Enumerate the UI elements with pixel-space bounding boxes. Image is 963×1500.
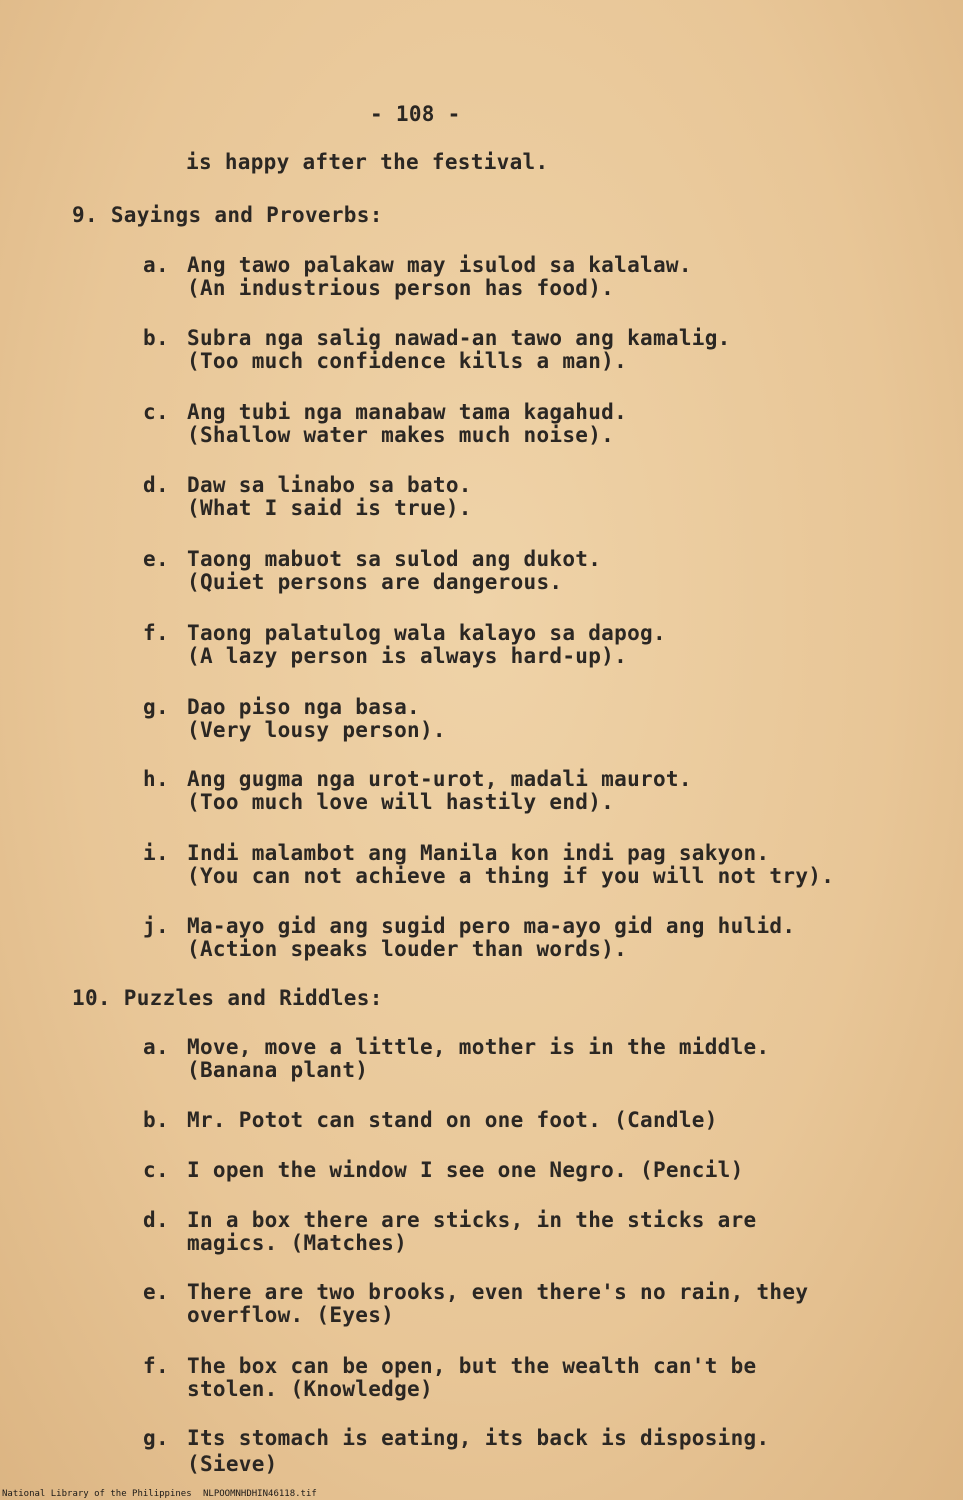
list-item-label: j. — [143, 914, 169, 938]
proverb-translation: (You can not achieve a thing if you will not try). — [187, 864, 835, 888]
proverb-translation: (Quiet persons are dangerous. — [187, 570, 563, 594]
riddle-text: Mr. Potot can stand on one foot. (Candle) — [187, 1108, 718, 1132]
riddle-text: magics. (Matches) — [187, 1231, 408, 1255]
list-item-label: f. — [143, 621, 169, 645]
list-item-label: a. — [143, 1035, 169, 1059]
proverb-translation: (Very lousy person). — [187, 718, 446, 742]
proverb-text: Daw sa linabo sa bato. — [187, 473, 472, 497]
proverb-text: Subra nga salig nawad-an tawo ang kamalig. — [187, 326, 731, 350]
riddle-text: Its stomach is eating, its back is disposing. — [187, 1426, 770, 1450]
riddle-text: In a box there are sticks, in the sticks are — [187, 1208, 757, 1232]
list-item-label: b. — [143, 326, 169, 350]
proverb-text: Ang tubi nga manabaw tama kagahud. — [187, 400, 628, 424]
proverb-text: Ang gugma nga urot-urot, madali maurot. — [187, 767, 692, 791]
proverb-text: Ang tawo palakaw may isulod sa kalalaw. — [187, 253, 692, 277]
riddle-text: There are two brooks, even there's no rain, they — [187, 1280, 809, 1304]
proverb-text: Taong palatulog wala kalayo sa dapog. — [187, 621, 666, 645]
list-item-label: f. — [143, 1354, 169, 1378]
section-heading: 10. Puzzles and Riddles: — [72, 986, 383, 1010]
proverb-translation: (Shallow water makes much noise). — [187, 423, 615, 447]
list-item-label: c. — [143, 400, 169, 424]
riddle-text: (Sieve) — [187, 1452, 278, 1476]
proverb-text: Indi malambot ang Manila kon indi pag sakyon. — [187, 841, 770, 865]
proverb-text: Taong mabuot sa sulod ang dukot. — [187, 547, 602, 571]
riddle-text: I open the window I see one Negro. (Pencil) — [187, 1158, 744, 1182]
page-number: - 108 - — [370, 102, 461, 126]
proverb-translation: (An industrious person has food). — [187, 276, 615, 300]
proverb-text: Dao piso nga basa. — [187, 695, 420, 719]
footer-library-name: National Library of the Philippines — [2, 1489, 192, 1499]
list-item-label: e. — [143, 1280, 169, 1304]
list-item-label: g. — [143, 1426, 169, 1450]
riddle-text: The box can be open, but the wealth can't be — [187, 1354, 757, 1378]
list-item-label: d. — [143, 1208, 169, 1232]
list-item-label: c. — [143, 1158, 169, 1182]
proverb-translation: (A lazy person is always hard-up). — [187, 644, 628, 668]
section-heading: 9. Sayings and Proverbs: — [72, 203, 383, 227]
proverb-translation: (Too much love will hastily end). — [187, 790, 615, 814]
list-item-label: d. — [143, 473, 169, 497]
riddle-text: (Banana plant) — [187, 1058, 369, 1082]
list-item-label: g. — [143, 695, 169, 719]
riddle-text: stolen. (Knowledge) — [187, 1377, 433, 1401]
proverb-translation: (What I said is true). — [187, 496, 472, 520]
continuation-line: is happy after the festival. — [186, 150, 549, 174]
list-item-label: e. — [143, 547, 169, 571]
proverb-translation: (Too much confidence kills a man). — [187, 349, 628, 373]
proverb-translation: (Action speaks louder than words). — [187, 937, 628, 961]
list-item-label: b. — [143, 1108, 169, 1132]
list-item-label: h. — [143, 767, 169, 791]
list-item-label: i. — [143, 841, 169, 865]
riddle-text: overflow. (Eyes) — [187, 1303, 395, 1327]
riddle-text: Move, move a little, mother is in the middle. — [187, 1035, 770, 1059]
footer-file-name: NLPOOMNHDHIN46118.tif — [203, 1489, 317, 1499]
proverb-text: Ma-ayo gid ang sugid pero ma-ayo gid ang hulid. — [187, 914, 796, 938]
list-item-label: a. — [143, 253, 169, 277]
